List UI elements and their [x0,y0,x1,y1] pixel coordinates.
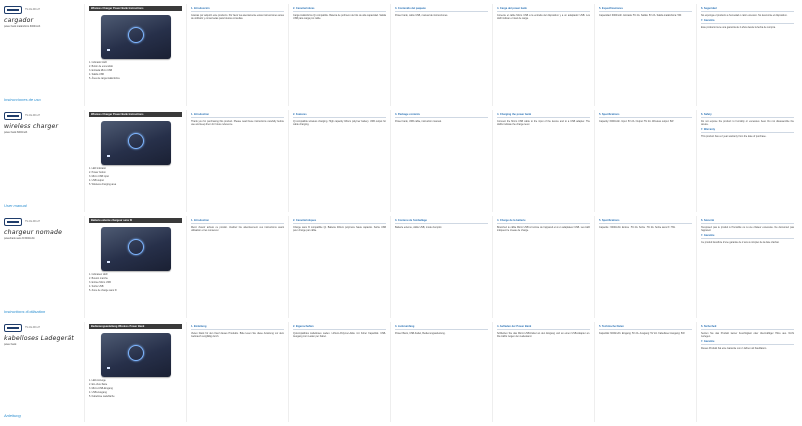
callout-item: 4. Sortie USB [89,285,104,289]
text-column [390,322,492,422]
callout-item: 4. USB-Ausgang [89,391,107,395]
text-column [186,4,288,106]
section-body: Ce produit bénéficie d'une garantie de 2 ans à compter de la date d'achat. [701,240,780,244]
language-row [0,110,802,212]
section-divider [395,11,488,12]
model-code: TS-CG-WC-27 [25,220,41,223]
language-row [0,4,802,106]
section-heading: 6. Safety [701,113,712,116]
device-panel [84,4,186,106]
led-indicator-icon [107,155,110,157]
text-column [390,4,492,106]
section-heading: 5. Specifications [599,113,620,116]
device-panel [84,322,186,422]
wireless-coil-icon [128,239,144,255]
text-column [288,110,390,212]
brand-logo-icon [4,218,22,226]
brand-logo-icon [4,324,22,332]
section-heading: 1. Introducción [191,7,210,10]
model-code: TS-CG-WC-27 [25,114,41,117]
section-body: Conecte el cable Micro USB a la entrada del dispositivo y a un adaptador USB. Los LED indican el nivel de carga. [497,14,590,21]
product-title: kabelloses Ladegerät [4,335,75,342]
section-body: Carga inalámbrica Qi compatible. Batería de polímero de litio de alta capacidad. Salida USB para carga por cable. [293,14,386,21]
callout-item: 5. Wireless charging area [89,183,117,187]
wireless-coil-icon [128,345,144,361]
section-divider [293,11,386,12]
wireless-coil-icon [128,27,144,43]
language-label: Instructions d'utilisation [4,309,46,314]
section-heading: 5. Spécifications [599,219,620,222]
section-body: Connect the Micro USB cable to the input of the device and to a USB adapter. The LEDs indicate the charge level. [497,120,590,127]
text-column [288,4,390,106]
language-row [0,322,802,422]
section-body: Schließen Sie das Micro-USB-Kabel an den Eingang und an einen USB-Adapter an. Die LEDs zeigen den Ladestand. [497,332,590,339]
section-heading: 1. Einleitung [191,325,207,328]
cover-panel [0,216,84,318]
section-body: Power bank, cable USB, manual de instrucciones. [395,14,449,18]
section-body: Capacidad: 6000mAh. Entrada: 5V 2A. Salida: 5V 2A. Salida inalámbrica: 5W. [599,14,682,18]
callout-item: 2. Power button [89,171,106,175]
section-heading: 5. Especificaciones [599,7,623,10]
led-indicator-icon [107,49,110,51]
text-column [696,110,798,212]
section-heading: 1. Introduction [191,113,210,116]
callout-list [89,379,182,398]
section-body: No exponga el producto a humedad o calor excesivo. No desmonte el dispositivo. [701,14,788,18]
text-column [594,110,696,212]
language-label: User manual [4,203,27,208]
section-divider [395,223,488,224]
wireless-coil-icon [128,133,144,149]
callout-item: 3. Entrada Micro USB [89,69,113,73]
callout-list [89,273,182,292]
section-body: Charge sans fil compatible Qi. Batterie lithium polymère haute capacité. Sortie USB pour charge par câble. [293,226,386,233]
language-row [0,216,802,318]
callout-item: 2. Ein-/Aus-Taste [89,383,108,387]
section-body: Capacity: 6000mAh. Input: 5V 2A. Output: 5V 2A. Wireless output: 5W. [599,120,674,124]
section-heading: 4. Carga del power bank [497,7,527,10]
text-column [594,322,696,422]
section-divider [701,344,794,345]
brand-block [4,6,80,14]
section-divider [497,223,590,224]
power-bank-illustration [101,121,171,165]
section-divider [395,117,488,118]
device-panel [84,110,186,212]
section-divider [701,329,794,330]
brand-block [4,112,80,120]
section-heading: 4. Aufladen der Power Bank [497,325,532,328]
section-heading: 3. Contenu de l'emballage [395,219,427,222]
text-column [186,322,288,422]
callout-item: 4. Salida USB [89,73,104,77]
led-indicator-icon [107,261,110,263]
text-column [186,110,288,212]
section-divider [191,223,284,224]
product-title: wireless charger [4,123,59,130]
section-heading: 4. Charge de la batterie [497,219,526,222]
section-divider [293,117,386,118]
callout-list [89,167,182,186]
section-heading: 6. Seguridad [701,7,717,10]
section-divider [701,117,794,118]
text-column [288,322,390,422]
power-bank-illustration [101,333,171,377]
section-divider [701,238,794,239]
callout-item: 3. Entrée Micro USB [89,281,111,285]
power-bank-illustration [101,15,171,59]
section-body: This product has a 2 year warranty from the date of purchase. [701,134,767,138]
device-heading: Batterie externe chargeur sans fil [89,218,182,223]
device-heading: Wireless Charger Power Bank Instructions [89,112,182,117]
section-body: Gracias por adquirir este producto. Por favor lea atentamente estas instrucciones antes de utilizarlo y consérvelas para futuras consultas. [191,14,284,21]
device-panel [84,216,186,318]
brand-block [4,218,80,226]
section-divider [599,117,692,118]
callout-item: 2. Botón de encendido [89,65,113,69]
section-divider [701,223,794,224]
section-body: Qi compatible wireless charging. High capacity lithium polymer battery. USB output for cable charging. [293,120,386,127]
section-divider [599,223,692,224]
text-column [594,216,696,318]
section-divider [701,23,794,24]
section-divider [293,329,386,330]
brand-logo-icon [4,112,22,120]
section-divider [191,11,284,12]
callout-item: 3. Micro-USB-Eingang [89,387,113,391]
section-body: Capacité : 6000mAh. Entrée : 5V 2A. Sortie : 5V 2A. Sortie sans fil : 5W. [599,226,676,230]
section-body: Setzen Sie das Produkt keiner Feuchtigkeit oder übermäßiger Hitze aus. Nicht zerlegen. [701,332,794,339]
text-column [492,110,594,212]
section-divider [293,223,386,224]
section-heading: 1. Introduction [191,219,210,222]
text-column [186,216,288,318]
section-heading: 7. Garantie [701,233,715,237]
cover-panel [0,4,84,106]
language-label: Anleitung [4,413,21,418]
product-subtitle: power bank inalámbrico 6000mAh [4,24,41,28]
model-code: TS-CG-WC-27 [25,8,41,11]
section-body: Batterie externe, câble USB, mode d'emploi. [395,226,442,230]
section-body: Power bank, USB cable, instruction manual. [395,120,442,124]
callout-item: 2. Bouton marche [89,277,108,281]
callout-item: 5. Kabellose Ladefläche [89,395,115,399]
section-body: N'exposez pas le produit à l'humidité ou à une chaleur excessive. Ne démontez pas l'appareil. [701,226,794,233]
callout-item: 3. Micro USB input [89,175,109,179]
section-body: Kapazität: 6000mAh. Eingang: 5V 2A. Ausgang: 5V 2A. Kabelloser Ausgang: 5W. [599,332,685,336]
section-body: Do not expose the product to humidity or excessive heat. Do not disassemble the device. [701,120,794,127]
callout-item: 1. Indicateur LED [89,273,108,277]
section-heading: 7. Garantie [701,339,715,343]
section-heading: 2. Features [293,113,307,116]
section-divider [191,117,284,118]
callout-item: 5. Zone de charge sans fil [89,289,117,293]
section-heading: 3. Lieferumfang [395,325,415,328]
section-heading: 6. Sécurité [701,219,715,222]
section-heading: 7. Warranty [701,127,716,131]
section-body: Dieses Produkt hat eine Garantie von 2 Jahren ab Kaufdatum. [701,346,767,350]
callout-item: 4. USB output [89,179,104,183]
product-subtitle: power bank [4,342,17,346]
product-subtitle: power bank 6000mAh [4,130,28,134]
section-heading: 2. Características [293,7,315,10]
section-heading: 3. Contenido del paquete [395,7,426,10]
section-heading: 3. Package contents [395,113,420,116]
section-body: Este producto tiene una garantía de 2 años desde la fecha de compra. [701,25,776,29]
text-column [492,4,594,106]
section-heading: 7. Garantía [701,18,715,22]
section-heading: 2. Caractéristiques [293,219,317,222]
text-column [492,322,594,422]
brand-block [4,324,80,332]
device-heading: Bedienungsanleitung Wireless Power Bank [89,324,182,329]
section-body: Branchez le câble Micro USB à l'entrée de l'appareil et à un adaptateur USB. Les LED indiquent le niveau de charge. [497,226,590,233]
cover-panel [0,110,84,212]
callout-list [89,61,182,80]
section-heading: 2. Eigenschaften [293,325,314,328]
callout-item: 1. LED indicator [89,167,107,171]
section-divider [599,329,692,330]
text-column [492,216,594,318]
section-body: Thank you for purchasing this product. Please read these instructions carefully before use and keep them for future reference. [191,120,284,127]
product-title: chargeur nomade [4,229,63,236]
section-body: Vielen Dank für den Kauf dieses Produkts. Bitte lesen Sie diese Anleitung vor dem Gebrauch sorgfältig durch. [191,332,284,339]
section-heading: 4. Charging the power bank [497,113,532,116]
brand-logo-icon [4,6,22,14]
model-code: TS-CG-WC-27 [25,326,41,329]
language-label: Instrucciones de uso [4,97,41,102]
section-body: Merci d'avoir acheté ce produit. Veuillez lire attentivement ces instructions avant utilisation et les conserver. [191,226,284,233]
section-body: Power Bank, USB-Kabel, Bedienungsanleitung. [395,332,446,336]
text-column [696,322,798,422]
section-heading: 6. Sicherheit [701,325,717,328]
section-divider [701,11,794,12]
section-divider [701,132,794,133]
cover-panel [0,322,84,422]
text-column [696,216,798,318]
text-column [288,216,390,318]
text-column [696,4,798,106]
callout-item: 5. Área de carga inalámbrica [89,77,120,81]
led-indicator-icon [107,367,110,369]
product-title: cargador [4,17,34,24]
section-divider [497,329,590,330]
power-bank-illustration [101,227,171,271]
section-body: Qi-kompatibles kabelloses Laden. Lithium-Polymer-Akku mit hoher Kapazität. USB-Ausgang zum Laden per Kabel. [293,332,386,339]
text-column [390,216,492,318]
section-heading: 5. Technische Daten [599,325,624,328]
section-divider [395,329,488,330]
callout-item: 1. Indicador LED [89,61,107,65]
product-subtitle: powerbank sans fil 6000mAh [4,236,35,240]
text-column [594,4,696,106]
text-column [390,110,492,212]
device-heading: Wireless Charger Power Bank Instructions [89,6,182,11]
section-divider [191,329,284,330]
section-divider [599,11,692,12]
section-divider [497,11,590,12]
section-divider [497,117,590,118]
callout-item: 1. LED-Anzeige [89,379,106,383]
